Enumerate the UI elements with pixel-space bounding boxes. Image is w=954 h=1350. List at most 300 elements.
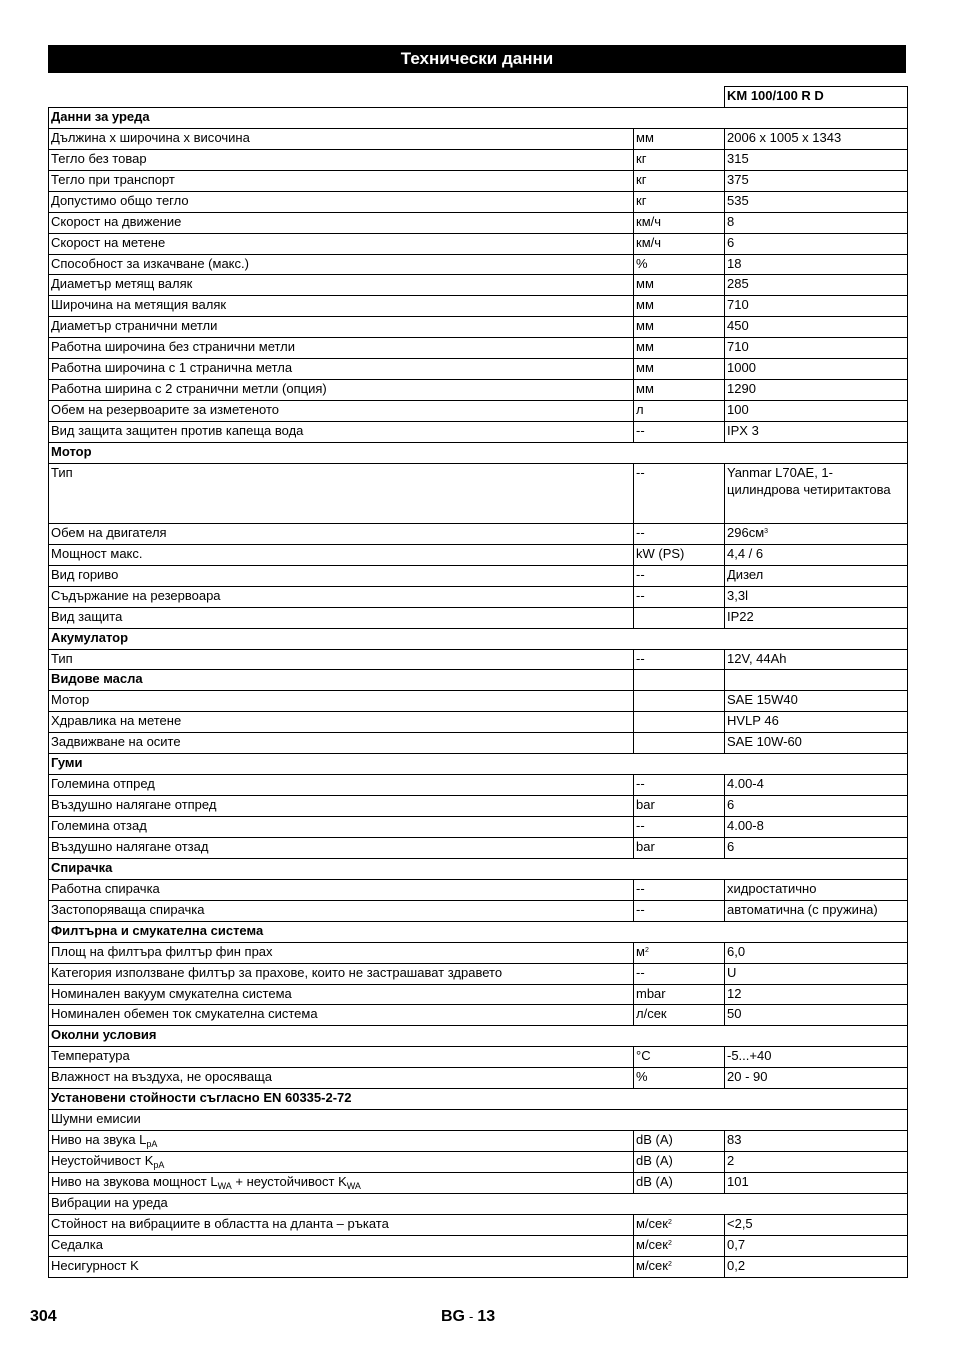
label-cell <box>49 1152 634 1173</box>
unit-cell <box>634 401 725 422</box>
table-row <box>49 338 908 359</box>
row-label: Площ на филтъра филтър фин прах <box>51 943 273 959</box>
value-cell <box>725 691 908 712</box>
row-unit: мм <box>636 339 654 355</box>
table-row <box>49 900 908 921</box>
table-row <box>49 254 908 275</box>
unit-cell <box>634 586 725 607</box>
page-title: Технически данни <box>48 45 906 73</box>
row-label: Скорост на движение <box>51 213 182 229</box>
value-cell <box>725 317 908 338</box>
row-unit: л/сек <box>636 1006 667 1022</box>
section-title: Данни за уреда <box>49 107 908 128</box>
label-cell <box>49 212 634 233</box>
row-value: 315 <box>727 150 749 166</box>
section-header-row <box>49 1089 908 1110</box>
row-value: 6 <box>727 838 735 854</box>
row-unit: -- <box>636 566 645 582</box>
value-cell <box>725 607 908 628</box>
value-cell <box>725 212 908 233</box>
value-cell <box>725 963 908 984</box>
value-cell <box>725 1131 908 1152</box>
row-unit: л <box>636 402 644 418</box>
row-label: Тегло без товар <box>51 150 147 166</box>
unit-cell <box>634 1047 725 1068</box>
unit-cell <box>634 691 725 712</box>
unit-cell <box>634 380 725 401</box>
table-row <box>49 984 908 1005</box>
row-label-continued: + неустойчивост K <box>231 1173 347 1189</box>
table-row <box>49 733 908 754</box>
row-unit: мм <box>636 318 654 334</box>
value-cell <box>725 879 908 900</box>
label-cell <box>49 712 634 733</box>
unit-cell <box>634 296 725 317</box>
value-cell <box>725 359 908 380</box>
value-cell <box>725 565 908 586</box>
unit-cell <box>634 607 725 628</box>
row-value: 450 <box>727 318 749 334</box>
table-row <box>49 275 908 296</box>
table-row <box>49 775 908 796</box>
label-cell <box>49 817 634 838</box>
row-unit: кг <box>636 192 647 208</box>
row-label: Допустимо общо тегло <box>51 192 189 208</box>
unit-cell <box>634 1256 725 1277</box>
section-header-row <box>49 628 908 649</box>
unit-cell <box>634 191 725 212</box>
row-value: 12 <box>727 985 742 1001</box>
row-value: 50 <box>727 1006 742 1022</box>
unit-cell <box>634 463 725 523</box>
label-cell <box>49 170 634 191</box>
table-row <box>49 170 908 191</box>
label-cell <box>49 380 634 401</box>
row-label: Въздушно налягане отпред <box>51 797 217 813</box>
label-cell <box>49 900 634 921</box>
row-unit: м <box>636 943 645 959</box>
value-cell <box>725 984 908 1005</box>
row-label: Задвижване на осите <box>51 734 181 750</box>
section-header-row <box>49 1026 908 1047</box>
row-value: 3,3l <box>727 587 748 603</box>
table-row <box>49 1005 908 1026</box>
row-unit: kW (PS) <box>636 545 685 561</box>
label-cell <box>49 128 634 149</box>
label-cell <box>49 1068 634 1089</box>
row-unit: -- <box>636 776 645 792</box>
value-cell <box>725 275 908 296</box>
table-row <box>49 523 908 544</box>
value-cell <box>725 900 908 921</box>
row-value: 2 <box>727 1153 735 1168</box>
label-cell <box>49 775 634 796</box>
row-label: Въздушно налягане отзад <box>51 838 209 854</box>
label-cell <box>49 1131 634 1152</box>
value-cell <box>725 649 908 670</box>
row-unit: м/сек <box>636 1215 668 1231</box>
label-cell <box>49 1005 634 1026</box>
label-cell <box>49 984 634 1005</box>
row-label: Вид защита <box>51 608 123 624</box>
row-value: автоматична (с пружина) <box>727 901 878 917</box>
header-blank-cell <box>49 87 725 108</box>
row-label: Неустойчивост K <box>51 1153 154 1168</box>
unit-cell <box>634 775 725 796</box>
label-cell <box>49 942 634 963</box>
value-cell <box>725 149 908 170</box>
unit-cell <box>634 422 725 443</box>
table-row <box>49 565 908 586</box>
row-label: Категория използване филтър за прахове, които не застрашават здравето <box>51 964 503 980</box>
unit-cell <box>634 1152 725 1173</box>
unit-cell <box>634 649 725 670</box>
row-unit: dB (A) <box>636 1173 673 1189</box>
row-label: Стойност на вибрациите в областта на дланта – ръката <box>51 1215 389 1231</box>
unit-cell <box>634 544 725 565</box>
unit-cell <box>634 1214 725 1235</box>
unit-cell <box>634 900 725 921</box>
label-cell <box>49 254 634 275</box>
subsection-title: Шумни емисии <box>49 1110 908 1131</box>
row-label: Несигурност K <box>51 1257 139 1273</box>
row-value: 12V, 44Ah <box>727 650 787 666</box>
label-subscript: pA <box>146 1139 158 1150</box>
row-label: Мощност макс. <box>51 545 143 561</box>
label-cell <box>49 837 634 858</box>
value-cell <box>725 1068 908 1089</box>
value-cell <box>725 1152 908 1173</box>
value-cell <box>725 670 908 691</box>
row-label: Широчина на метящия валяк <box>51 297 227 313</box>
label-cell <box>49 191 634 212</box>
label-cell <box>49 1047 634 1068</box>
row-unit: мм <box>636 297 654 313</box>
unit-cell <box>634 1005 725 1026</box>
row-value: Yanmar L70AE, 1-цилиндрова четиритактова <box>727 464 891 498</box>
language-page <box>441 1306 495 1328</box>
row-value: 4.00-4 <box>727 776 764 792</box>
label-subscript: WA <box>346 1180 361 1191</box>
label-cell <box>49 607 634 628</box>
value-cell <box>725 1214 908 1235</box>
label-cell <box>49 1256 634 1277</box>
value-cell <box>725 775 908 796</box>
row-value: SAE 10W-60 <box>727 734 802 750</box>
unit-cell <box>634 942 725 963</box>
row-label: Дължина x широчина x височина <box>51 129 250 145</box>
unit-cell <box>634 275 725 296</box>
row-unit: -- <box>636 880 645 896</box>
language-page-number: 13 <box>477 1308 496 1325</box>
unit-cell <box>634 1131 725 1152</box>
label-cell <box>49 691 634 712</box>
value-cell <box>725 380 908 401</box>
unit-cell <box>634 1068 725 1089</box>
row-value: 6,0 <box>727 943 746 959</box>
row-label: Температура <box>51 1048 130 1064</box>
row-label: Големина отпред <box>51 776 155 792</box>
value-cell <box>725 1172 908 1193</box>
row-value: 0,7 <box>727 1236 746 1252</box>
row-value: 4.00-8 <box>727 818 764 833</box>
row-unit: кг <box>636 150 647 166</box>
row-label: Работна спирачка <box>51 880 160 896</box>
subsection-row <box>49 1110 908 1131</box>
value-cell <box>725 796 908 817</box>
value-cell <box>725 942 908 963</box>
row-value: IPX 3 <box>727 423 759 438</box>
label-cell <box>49 963 634 984</box>
label-cell <box>49 796 634 817</box>
label-cell <box>49 1235 634 1256</box>
row-label: Тип <box>51 464 73 480</box>
unit-cell <box>634 733 725 754</box>
row-unit: -- <box>636 650 645 666</box>
value-cell <box>725 422 908 443</box>
row-value: 0,2 <box>727 1257 746 1273</box>
language-code: BG <box>441 1308 465 1325</box>
table-row <box>49 1235 908 1256</box>
row-label: Големина отзад <box>51 818 147 833</box>
value-cell <box>725 463 908 523</box>
row-label: Работна широчина без странични метли <box>51 339 296 355</box>
row-label: Ниво на звука L <box>51 1132 147 1148</box>
row-label: Ниво на звукова мощност L <box>51 1173 218 1189</box>
label-cell <box>49 233 634 254</box>
row-unit: м/сек <box>636 1236 668 1252</box>
unit-cell <box>634 984 725 1005</box>
table-row <box>49 233 908 254</box>
row-value: 375 <box>727 171 749 187</box>
unit-cell <box>634 837 725 858</box>
subsection-row <box>49 1193 908 1214</box>
label-cell <box>49 544 634 565</box>
label-cell <box>49 422 634 443</box>
row-value: Дизел <box>727 566 764 582</box>
row-value: 101 <box>727 1173 749 1189</box>
unit-cell <box>634 338 725 359</box>
label-cell <box>49 879 634 900</box>
row-value: 6 <box>727 797 735 813</box>
section-title: Видове масла <box>49 670 634 691</box>
section-title: Спирачка <box>49 858 908 879</box>
table-row <box>49 359 908 380</box>
value-cell <box>725 338 908 359</box>
table-row <box>49 401 908 422</box>
unit-cell <box>634 359 725 380</box>
table-row <box>49 1172 908 1193</box>
row-value: 8 <box>727 213 735 229</box>
spec-table <box>48 86 908 1278</box>
label-subscript: pA <box>153 1160 165 1170</box>
row-unit: bar <box>636 797 655 813</box>
label-cell <box>49 338 634 359</box>
label-cell <box>49 565 634 586</box>
unit-superscript: 2 <box>667 1239 672 1247</box>
section-title: Гуми <box>49 754 908 775</box>
unit-cell <box>634 670 725 691</box>
row-value: хидростатично <box>727 880 817 896</box>
section-header-row <box>49 754 908 775</box>
row-unit: mbar <box>636 985 666 1001</box>
row-label: Застопоряваща спирачка <box>51 901 205 917</box>
table-row <box>49 1152 908 1173</box>
unit-cell <box>634 879 725 900</box>
value-cell <box>725 191 908 212</box>
row-label: Обем на двигателя <box>51 524 167 540</box>
row-unit: -- <box>636 464 645 480</box>
unit-cell <box>634 963 725 984</box>
row-value: 285 <box>727 276 749 292</box>
unit-cell <box>634 712 725 733</box>
section-title: Акумулатор <box>49 628 908 649</box>
value-cell <box>725 233 908 254</box>
unit-cell <box>634 565 725 586</box>
value-cell <box>725 1256 908 1277</box>
row-label: Съдържание на резервоара <box>51 587 221 603</box>
value-cell <box>725 401 908 422</box>
row-unit: мм <box>636 276 654 292</box>
table-row <box>49 191 908 212</box>
section-title: Установени стойности съгласно EN 60335-2-72 <box>49 1089 908 1110</box>
label-cell <box>49 733 634 754</box>
row-value: 1290 <box>727 381 756 397</box>
table-row <box>49 837 908 858</box>
row-value: 710 <box>727 297 749 313</box>
unit-superscript: 2 <box>644 946 649 954</box>
row-value: -5...+40 <box>727 1048 772 1064</box>
row-value: 6 <box>727 234 735 250</box>
row-value: <2,5 <box>727 1215 753 1231</box>
table-row <box>49 212 908 233</box>
row-value: 20 - 90 <box>727 1069 768 1085</box>
value-cell <box>725 254 908 275</box>
label-subscript: WA <box>217 1180 232 1191</box>
table-row <box>49 1131 908 1152</box>
table-row <box>49 422 908 443</box>
unit-cell <box>634 317 725 338</box>
section-title: Филтърна и смукателна система <box>49 921 908 942</box>
section-title: Мотор <box>49 442 908 463</box>
unit-cell <box>634 170 725 191</box>
unit-cell <box>634 149 725 170</box>
row-label: Вид гориво <box>51 566 119 582</box>
value-cell <box>725 1005 908 1026</box>
row-label: Тип <box>51 650 73 666</box>
row-value: 4,4 / 6 <box>727 545 764 561</box>
row-value: IP22 <box>727 608 754 624</box>
label-cell <box>49 359 634 380</box>
language-dash: - <box>469 1309 474 1324</box>
label-cell <box>49 296 634 317</box>
row-value: 2006 x 1005 x 1343 <box>727 129 842 145</box>
page-number: 304 <box>30 1308 57 1325</box>
row-label: Способност за изкачване (макс.) <box>51 255 249 271</box>
table-row <box>49 796 908 817</box>
table-header-row <box>49 87 908 108</box>
row-unit: bar <box>636 838 655 854</box>
value-cell <box>725 128 908 149</box>
row-label: Обем на резервоарите за изметеното <box>51 402 279 418</box>
label-cell <box>49 649 634 670</box>
table-row <box>49 879 908 900</box>
row-label: Диаметър странични метли <box>51 318 218 334</box>
row-unit: -- <box>636 901 645 917</box>
value-cell <box>725 544 908 565</box>
table-row <box>49 712 908 733</box>
table-row <box>49 942 908 963</box>
label-cell <box>49 1172 634 1193</box>
row-unit: % <box>636 255 648 271</box>
unit-cell <box>634 796 725 817</box>
section-header-row <box>49 670 908 691</box>
row-label: Тегло при транспорт <box>51 171 175 187</box>
row-unit: % <box>636 1069 648 1085</box>
row-unit: dB (A) <box>636 1132 673 1148</box>
row-label: Диаметър метящ валяк <box>51 276 193 292</box>
row-value: U <box>727 964 737 980</box>
row-unit: -- <box>636 587 645 603</box>
table-row <box>49 963 908 984</box>
value-cell <box>725 817 908 838</box>
row-unit: -- <box>636 964 645 980</box>
row-value: 1000 <box>727 360 756 376</box>
row-unit: мм <box>636 360 654 376</box>
unit-cell <box>634 212 725 233</box>
table-row <box>49 586 908 607</box>
section-header-row <box>49 921 908 942</box>
table-row <box>49 296 908 317</box>
row-unit: -- <box>636 818 645 833</box>
row-value: 100 <box>727 402 749 418</box>
unit-cell <box>634 254 725 275</box>
table-row <box>49 317 908 338</box>
row-label: Работна ширина с 2 странични метли (опция) <box>51 381 327 397</box>
row-label: Хдравлика на метене <box>51 713 182 729</box>
row-value: 18 <box>727 255 742 271</box>
section-header-row <box>49 107 908 128</box>
value-cell <box>725 586 908 607</box>
row-unit: км/ч <box>636 234 662 250</box>
row-label: Вид защита защитен против капеща вода <box>51 423 304 438</box>
value-cell <box>725 523 908 544</box>
row-label: Мотор <box>51 692 90 708</box>
row-label: Влажност на въздуха, не оросяваща <box>51 1069 273 1085</box>
value-cell <box>725 733 908 754</box>
table-row <box>49 149 908 170</box>
row-label: Номинален вакуум смукателна система <box>51 985 292 1001</box>
row-unit: °C <box>636 1048 651 1064</box>
section-header-row <box>49 442 908 463</box>
model-header: KM 100/100 R D <box>725 87 908 108</box>
table-row <box>49 544 908 565</box>
row-unit: кг <box>636 171 647 187</box>
unit-cell <box>634 523 725 544</box>
table-row <box>49 128 908 149</box>
label-cell <box>49 586 634 607</box>
row-unit: dB (A) <box>636 1153 673 1168</box>
value-cell <box>725 712 908 733</box>
unit-cell <box>634 128 725 149</box>
value-superscript: 3 <box>764 527 769 535</box>
table-row <box>49 1047 908 1068</box>
unit-cell <box>634 1172 725 1193</box>
table-row <box>49 1214 908 1235</box>
table-row <box>49 463 908 523</box>
value-cell <box>725 170 908 191</box>
table-row <box>49 649 908 670</box>
